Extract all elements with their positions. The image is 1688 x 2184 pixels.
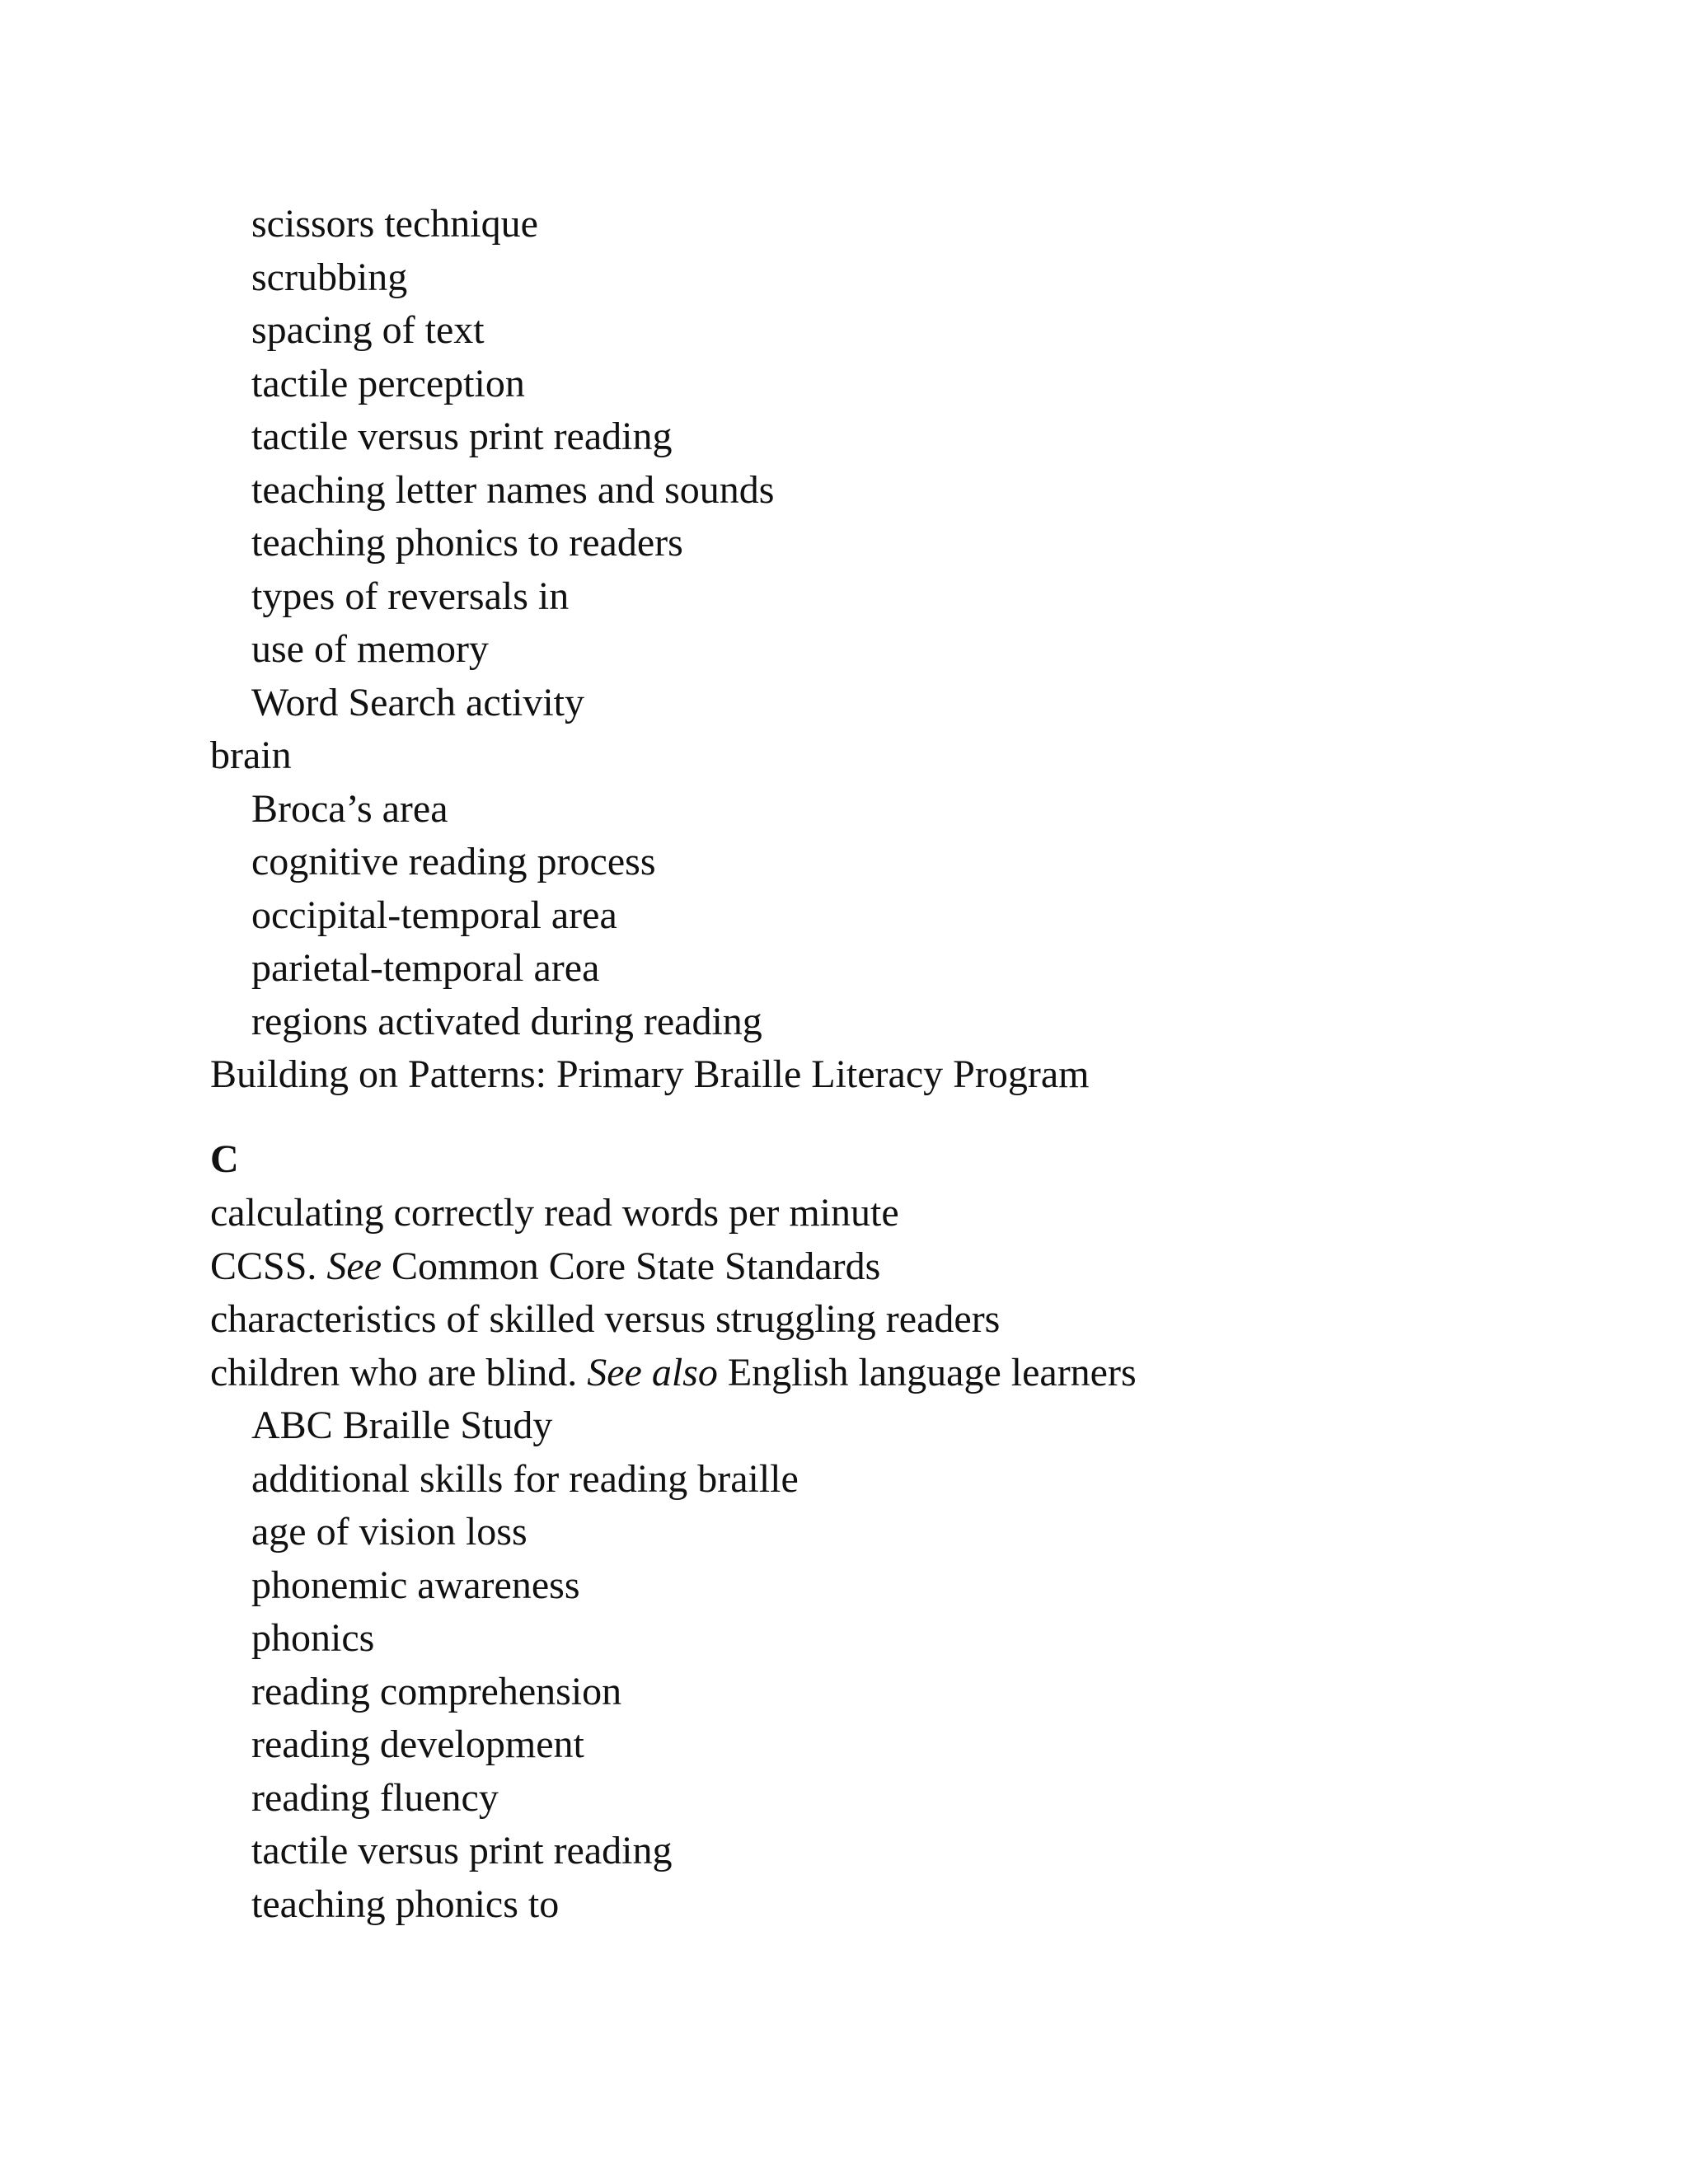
index-block-c: [210, 1187, 1529, 1931]
index-subentry: parietal-temporal area: [251, 946, 600, 990]
index-subentry: tactile perception: [251, 361, 525, 405]
index-subentry: scrubbing: [251, 255, 408, 299]
index-subentry: teaching phonics to: [251, 1882, 560, 1926]
index-entry-children-who-are-blind: [210, 1347, 1529, 1400]
index-subentry: occipital-temporal area: [251, 893, 617, 937]
entry-term: children who are blind.: [210, 1350, 578, 1394]
index-subentry: phonemic awareness: [251, 1563, 580, 1607]
index-entry-calculating: calculating correctly read words per minute: [210, 1191, 899, 1235]
index-subentry: additional skills for reading braille: [251, 1456, 799, 1501]
index-subentry: cognitive reading process: [251, 840, 656, 883]
see-reference: See: [326, 1244, 382, 1288]
cross-reference-target: English language learners: [727, 1350, 1137, 1394]
index-entry-brain: brain: [210, 733, 292, 777]
index-subentry: ABC Braille Study: [251, 1404, 553, 1447]
index-subentry: tactile versus print reading: [251, 415, 673, 458]
index-subentry: Word Search activity: [251, 680, 584, 724]
index-subentry: types of reversals in: [251, 574, 570, 618]
index-entry-ccss: [210, 1240, 1529, 1294]
index-subentry: reading development: [251, 1722, 584, 1766]
see-also-reference: See also: [587, 1350, 718, 1394]
entry-term: CCSS.: [210, 1244, 317, 1288]
index-subentry: reading fluency: [251, 1775, 499, 1820]
index-entry-building-on-patterns: Building on Patterns: Primary Braille Literacy Program: [210, 1052, 1090, 1096]
index-subentry: age of vision loss: [251, 1510, 528, 1554]
index-subentry: reading comprehension: [251, 1669, 622, 1713]
index-subentry: Broca’s area: [251, 786, 448, 831]
index-block-b: [210, 198, 1529, 1102]
section-letter-c: C: [210, 1137, 239, 1181]
index-subentry: phonics: [251, 1616, 375, 1660]
index-subentry: teaching letter names and sounds: [251, 467, 775, 512]
index-subentry: spacing of text: [251, 308, 485, 352]
index-subentry: use of memory: [251, 627, 489, 671]
index-subentry: scissors technique: [251, 202, 538, 246]
cross-reference-target: Common Core State Standards: [392, 1244, 881, 1288]
index-subentry: teaching phonics to readers: [251, 521, 683, 565]
index-entry-characteristics: characteristics of skilled versus struggling readers: [210, 1297, 1001, 1341]
index-subentry: tactile versus print reading: [251, 1829, 673, 1872]
index-subentry: regions activated during reading: [251, 999, 762, 1043]
